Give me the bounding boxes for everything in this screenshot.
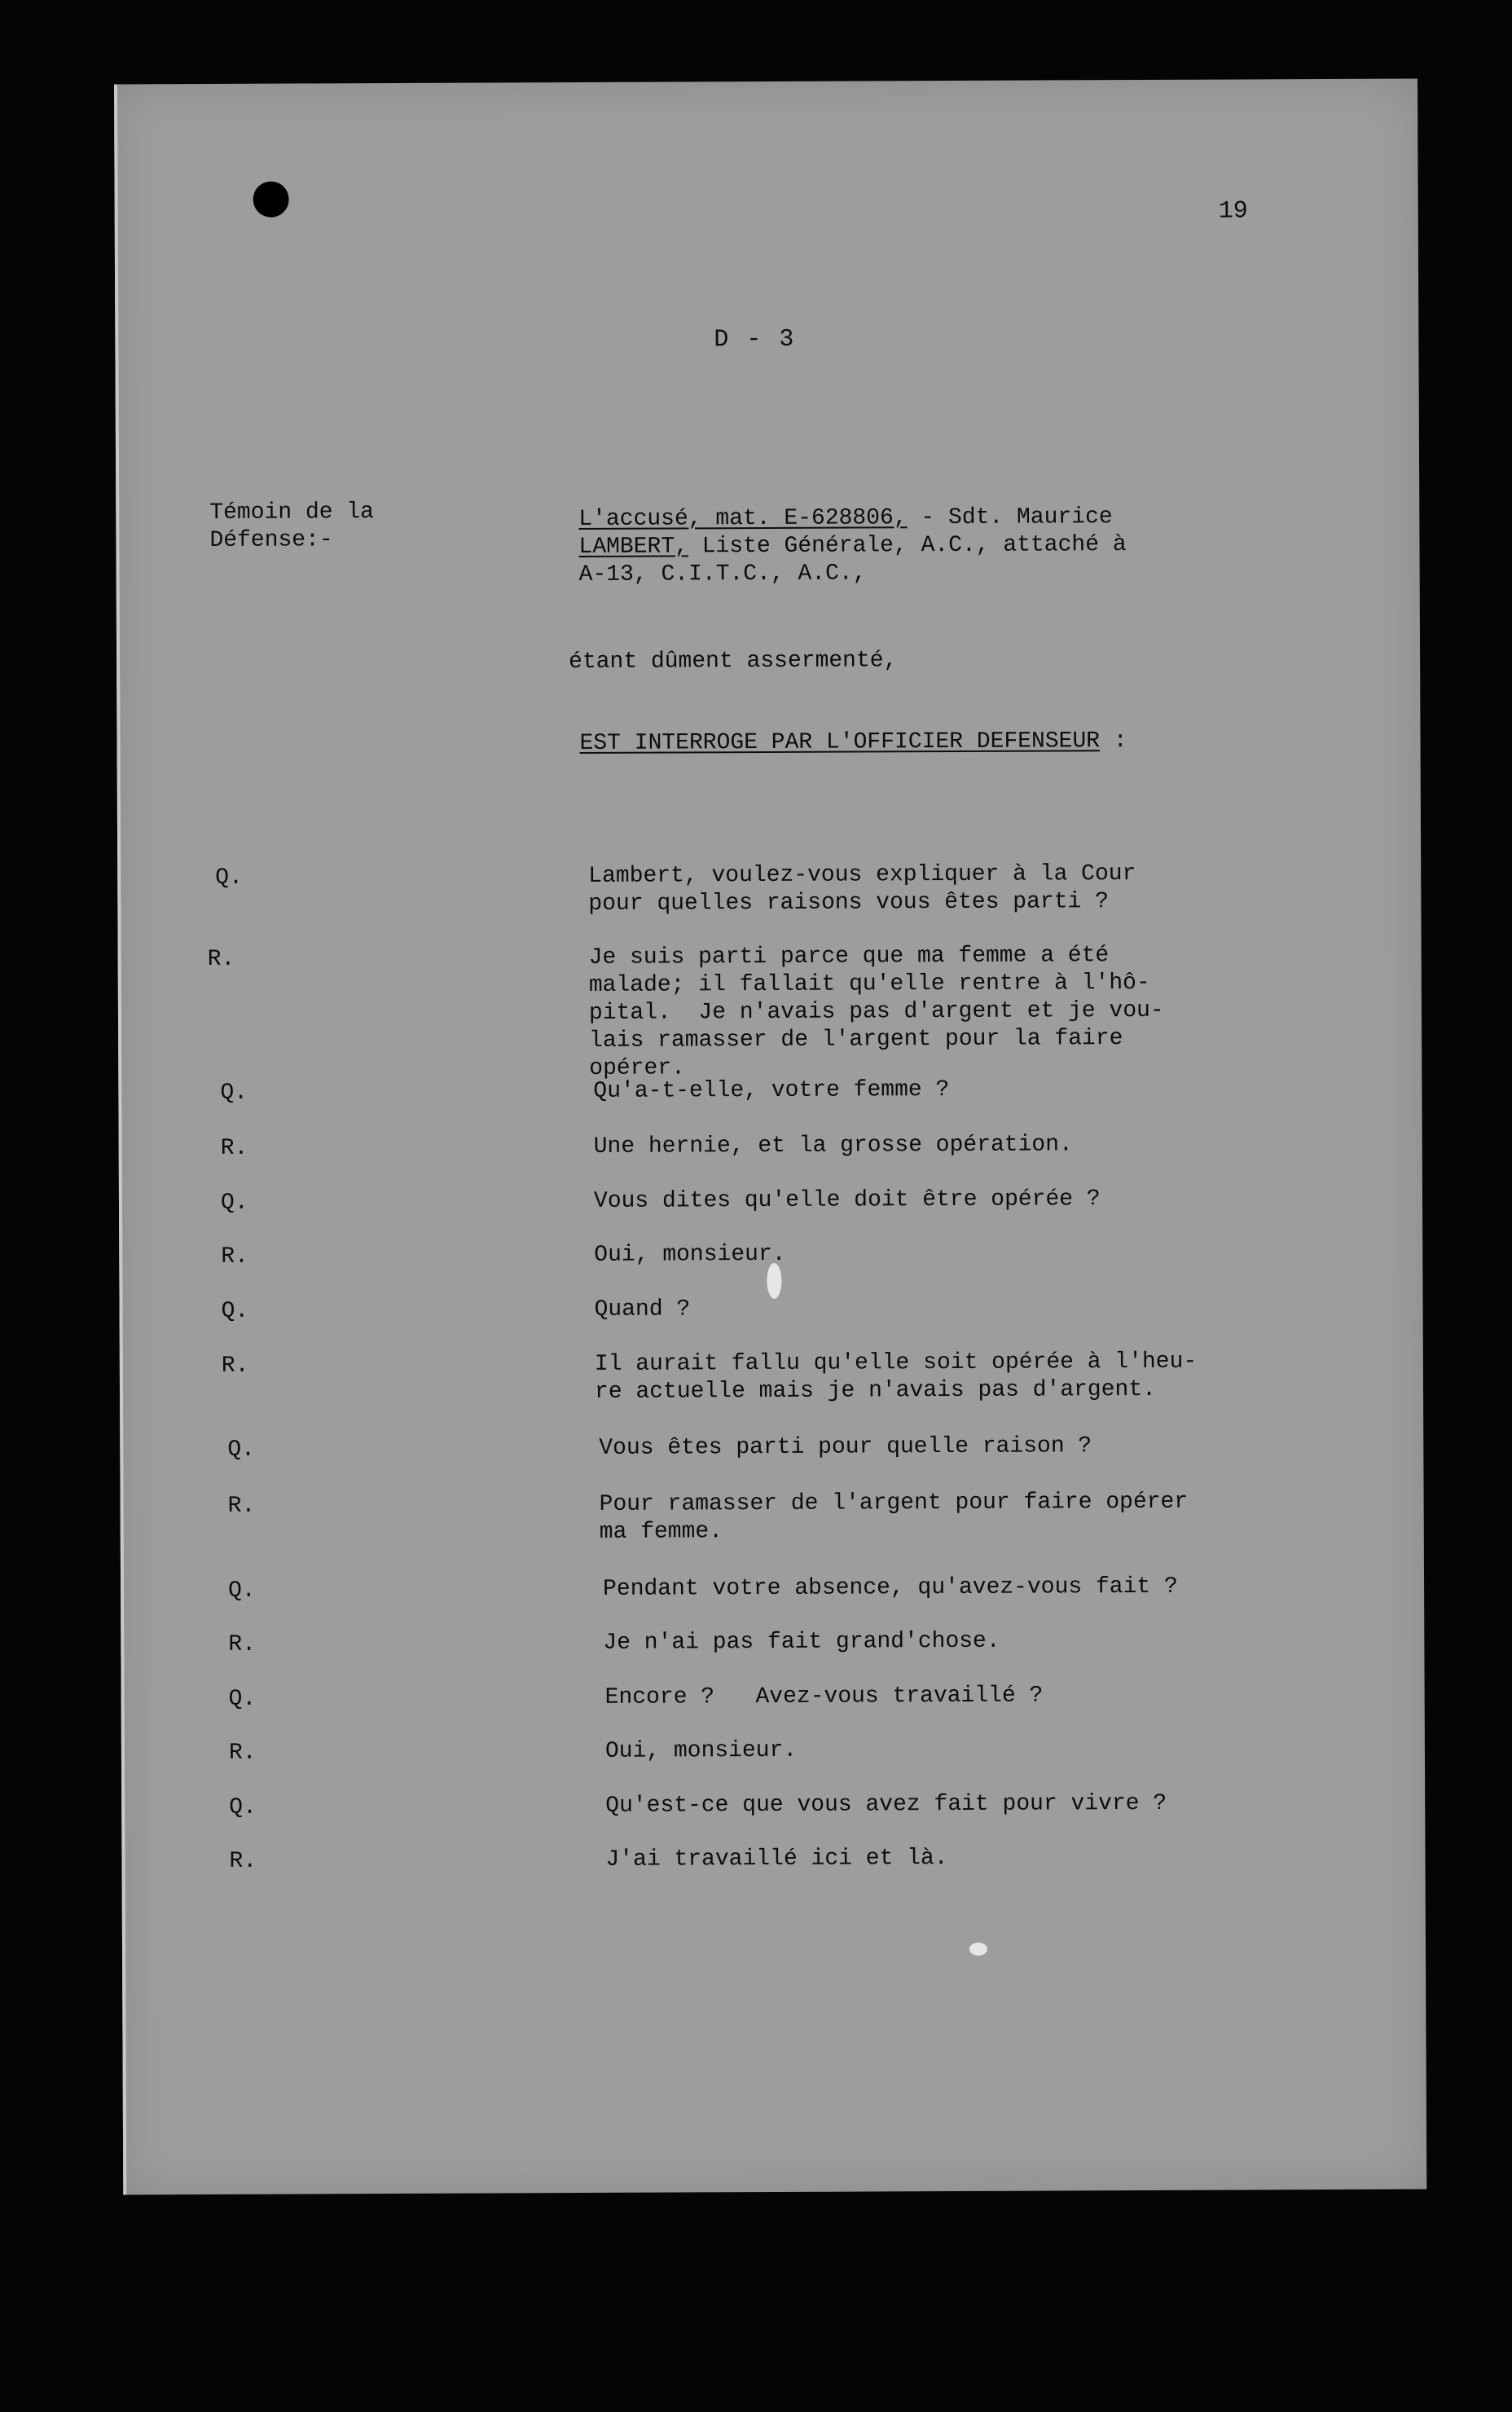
entry-text	[599, 1433, 1092, 1463]
question-marker: Q.	[227, 1437, 255, 1463]
entry-text	[594, 1241, 785, 1270]
entry-text	[605, 1683, 1044, 1712]
accused-id-underlined: L'accusé, mat. E-628806,	[578, 505, 908, 533]
entry-line: Pendant votre absence, qu'avez-vous fait ?	[603, 1574, 1178, 1602]
answer-marker: R.	[221, 1353, 249, 1379]
dust-speck	[969, 1943, 987, 1956]
entry-line: Pour ramasser de l'argent pour faire opérer	[599, 1489, 1189, 1517]
document-reference: D - 3	[714, 325, 796, 354]
question-marker: Q.	[220, 1190, 248, 1216]
document-sheet	[114, 79, 1426, 2195]
entry-text	[595, 1349, 1198, 1406]
examination-heading-text: EST INTERROGE PAR L'OFFICIER DEFENSEUR	[579, 728, 1101, 757]
entry-line: Je n'ai pas fait grand'chose.	[603, 1628, 1000, 1656]
witness-label-line-2: Défense:-	[209, 527, 333, 553]
question-marker: Q.	[215, 865, 243, 891]
question-marker: Q.	[228, 1686, 257, 1712]
accused-rank-name: - Sdt. Maurice	[907, 504, 1113, 531]
accused-surname-underlined: LAMBERT,	[578, 534, 688, 561]
entry-text	[594, 1131, 1073, 1161]
entry-line: malade; il fallait qu'elle rentre à l'hô-	[588, 970, 1150, 998]
entry-text	[593, 1076, 949, 1106]
witness-label-line-1: Témoin de la	[209, 500, 375, 526]
entry-line: pour quelles raisons vous êtes parti ?	[588, 889, 1109, 917]
accused-line-2	[578, 531, 1126, 561]
entry-text	[603, 1574, 1178, 1604]
entry-line: ma femme.	[599, 1519, 723, 1545]
entry-text	[595, 1296, 691, 1324]
entry-line: Quand ?	[594, 1296, 691, 1323]
entry-line: Qu'a-t-elle, votre femme ?	[593, 1077, 950, 1104]
punch-hole-mark	[253, 182, 289, 218]
entry-line: Qu'est-ce que vous avez fait pour vivre ?	[605, 1790, 1167, 1819]
answer-marker: R.	[221, 1243, 248, 1270]
entry-line: Lambert, voulez-vous expliquer à la Cour	[588, 861, 1136, 889]
answer-marker: R.	[228, 1740, 257, 1766]
entry-text	[589, 942, 1164, 1083]
entry-text	[594, 1186, 1101, 1216]
entry-text	[603, 1628, 1000, 1657]
witness-label	[209, 499, 374, 555]
examination-heading-colon: :	[1099, 728, 1127, 755]
entry-line: Vous êtes parti pour quelle raison ?	[599, 1433, 1092, 1461]
page-number: 19	[1218, 197, 1248, 226]
accused-line-3: A-13, C.I.T.C., A.C.,	[578, 561, 867, 588]
entry-line: Vous dites qu'elle doit être opérée ?	[593, 1186, 1101, 1214]
entry-line: Encore ? Avez-vous travaillé ?	[604, 1683, 1044, 1710]
answer-marker: R.	[207, 946, 235, 973]
answer-marker: R.	[229, 1848, 257, 1874]
accused-block	[578, 504, 1127, 589]
entry-line: Oui, monsieur.	[604, 1737, 798, 1764]
entry-line: lais ramasser de l'argent pour la faire	[589, 1026, 1123, 1054]
entry-text	[605, 1845, 947, 1874]
entry-line: Il aurait fallu qu'elle soit opérée à l'heu-	[594, 1349, 1198, 1377]
entry-text	[605, 1737, 797, 1766]
question-marker: Q.	[229, 1794, 257, 1820]
question-marker: Q.	[228, 1578, 256, 1604]
question-marker: Q.	[221, 1298, 249, 1324]
accused-line-1	[578, 504, 1126, 534]
examination-heading	[579, 728, 1127, 758]
answer-marker: R.	[220, 1135, 248, 1161]
entry-line: re actuelle mais je n'avais pas d'argent.	[594, 1376, 1156, 1405]
entry-text	[600, 1489, 1189, 1547]
question-marker: Q.	[220, 1080, 248, 1106]
entry-line: Oui, monsieur.	[594, 1241, 786, 1268]
sworn-statement: étant dûment assermenté,	[569, 648, 898, 676]
accused-unit: Liste Générale, A.C., attaché à	[688, 532, 1127, 560]
entry-line: pital. Je n'avais pas d'argent et je vou-	[588, 997, 1164, 1026]
answer-marker: R.	[227, 1493, 256, 1519]
entry-line: J'ai travaillé ici et là.	[605, 1846, 948, 1873]
entry-text	[605, 1790, 1167, 1820]
entry-text	[588, 860, 1136, 918]
answer-marker: R.	[228, 1631, 257, 1657]
entry-line: Je suis parti parce que ma femme a été	[588, 943, 1110, 971]
entry-line: Une hernie, et la grosse opération.	[593, 1132, 1073, 1160]
entry-line: opérer.	[589, 1055, 685, 1081]
